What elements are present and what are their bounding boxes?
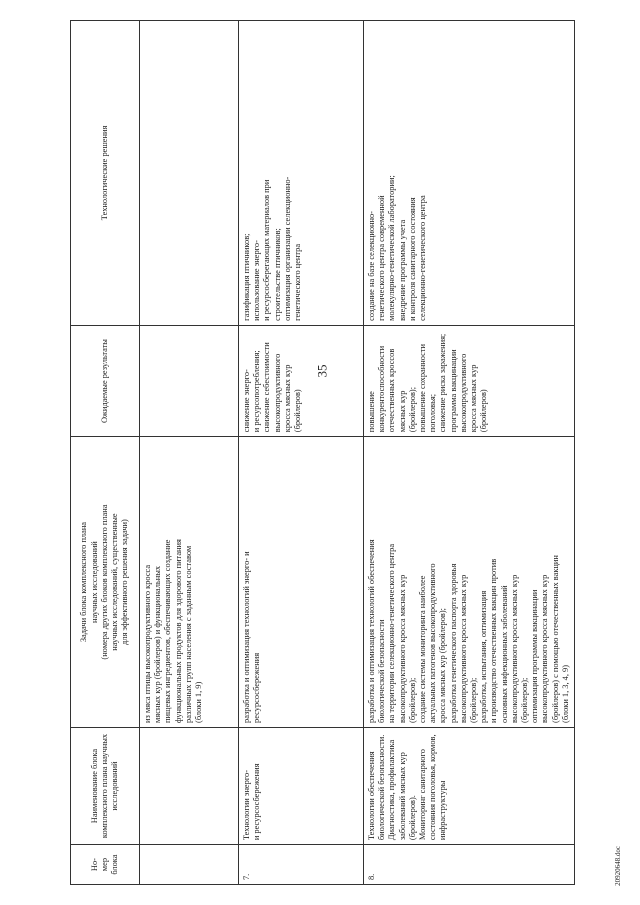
cell-name: Технологии обеспечения биологической безопасности. Диагностика, профилактика заболеваний мясных кур (бройлеров). Мониторинг санитарного состояния поголовья, кормов, инфраструктуры (363, 727, 574, 844)
cell-results (140, 325, 239, 436)
page-number: 35 (314, 364, 330, 378)
header-block-tasks: Задачи блока комплексного плана научных исследований (номера других блоков комплексного плана научных исследований, существенные для эффективного решения задачи) (71, 437, 140, 728)
table-row (238, 21, 363, 885)
cell-number (140, 845, 239, 885)
cell-tasks: разработка и оптимизация технологий энерго- и ресурсосбережения (238, 437, 363, 728)
cell-solutions (140, 21, 239, 326)
header-expected-results: Ожидаемые результаты (71, 325, 140, 436)
header-block-name: Наименование блока комплексного плана научных исследований (71, 727, 140, 844)
research-plan-table (70, 20, 575, 885)
cell-tasks: разработка и оптимизация технологий обеспечения биологической безопасности на территории селекционно-генетического центра высокопродуктивного кросса мясных кур (бройлеров); создание системы мониторинга наиболее актуальных патогенов высокопродуктивного кросса мясных кур (бройлеров); разработка генетического паспорта здоровья высокопродуктивного кросса мясных кур (бройлеров); разработка, испытания, оптимизация и производство отечественных вакцин против основных инфекционных заболеваний высокопродуктивного кросса мясных кур (бройлеров); оптимизация программы вакцинации высокопродуктивного кросса мясных кур (бройлеров) с помощью отечественных вакцин (блоки 1, 3, 4, 9) (363, 437, 574, 728)
table-row (140, 21, 239, 885)
cell-solutions: газификация птичников; использование энерго- и ресурсосберегающих материалов при строительстве птичников; оптимизация организации селекционно- генетического центра (238, 21, 363, 326)
table-header-row (71, 21, 140, 885)
header-block-number: Но- мер блока (71, 845, 140, 885)
table-row (363, 21, 574, 885)
cell-number: 7. (238, 845, 363, 885)
cell-name (140, 727, 239, 844)
cell-number: 8. (363, 845, 574, 885)
file-name: 20920648.doc (613, 846, 622, 886)
rotated-table-container (70, 20, 575, 885)
cell-results: повышение конкурентоспособности отечественных кроссов мясных кур (бройлеров); повышение сохранности поголовья; снижение риска заражения; программа вакцинации высокопродуктивного кросса мясных кур (бройлеров) (363, 325, 574, 436)
header-technological-solutions: Технологические решения (71, 21, 140, 326)
cell-results: снижение энерго- и ресурсопотребления; снижение себестоимости высокопродуктивного кросса мясных кур (бройлеров) (238, 325, 363, 436)
cell-tasks: из мяса птицы высокопродуктивного кросса мясных кур (бройлеров) и функциональных пищевых ингредиентов, обеспечивающих создание функциональных продуктов для здорового питания различных групп населения с заданным составом (блоки 1, 9) (140, 437, 239, 728)
cell-name: Технологии энерго- и ресурсосбережения (238, 727, 363, 844)
cell-solutions: создание на базе селекционно- генетического центра современной молекулярно-генетической лаборатории; внедрение программы учета и контроля санитарного состояния селекционно-генетического центра (363, 21, 574, 326)
